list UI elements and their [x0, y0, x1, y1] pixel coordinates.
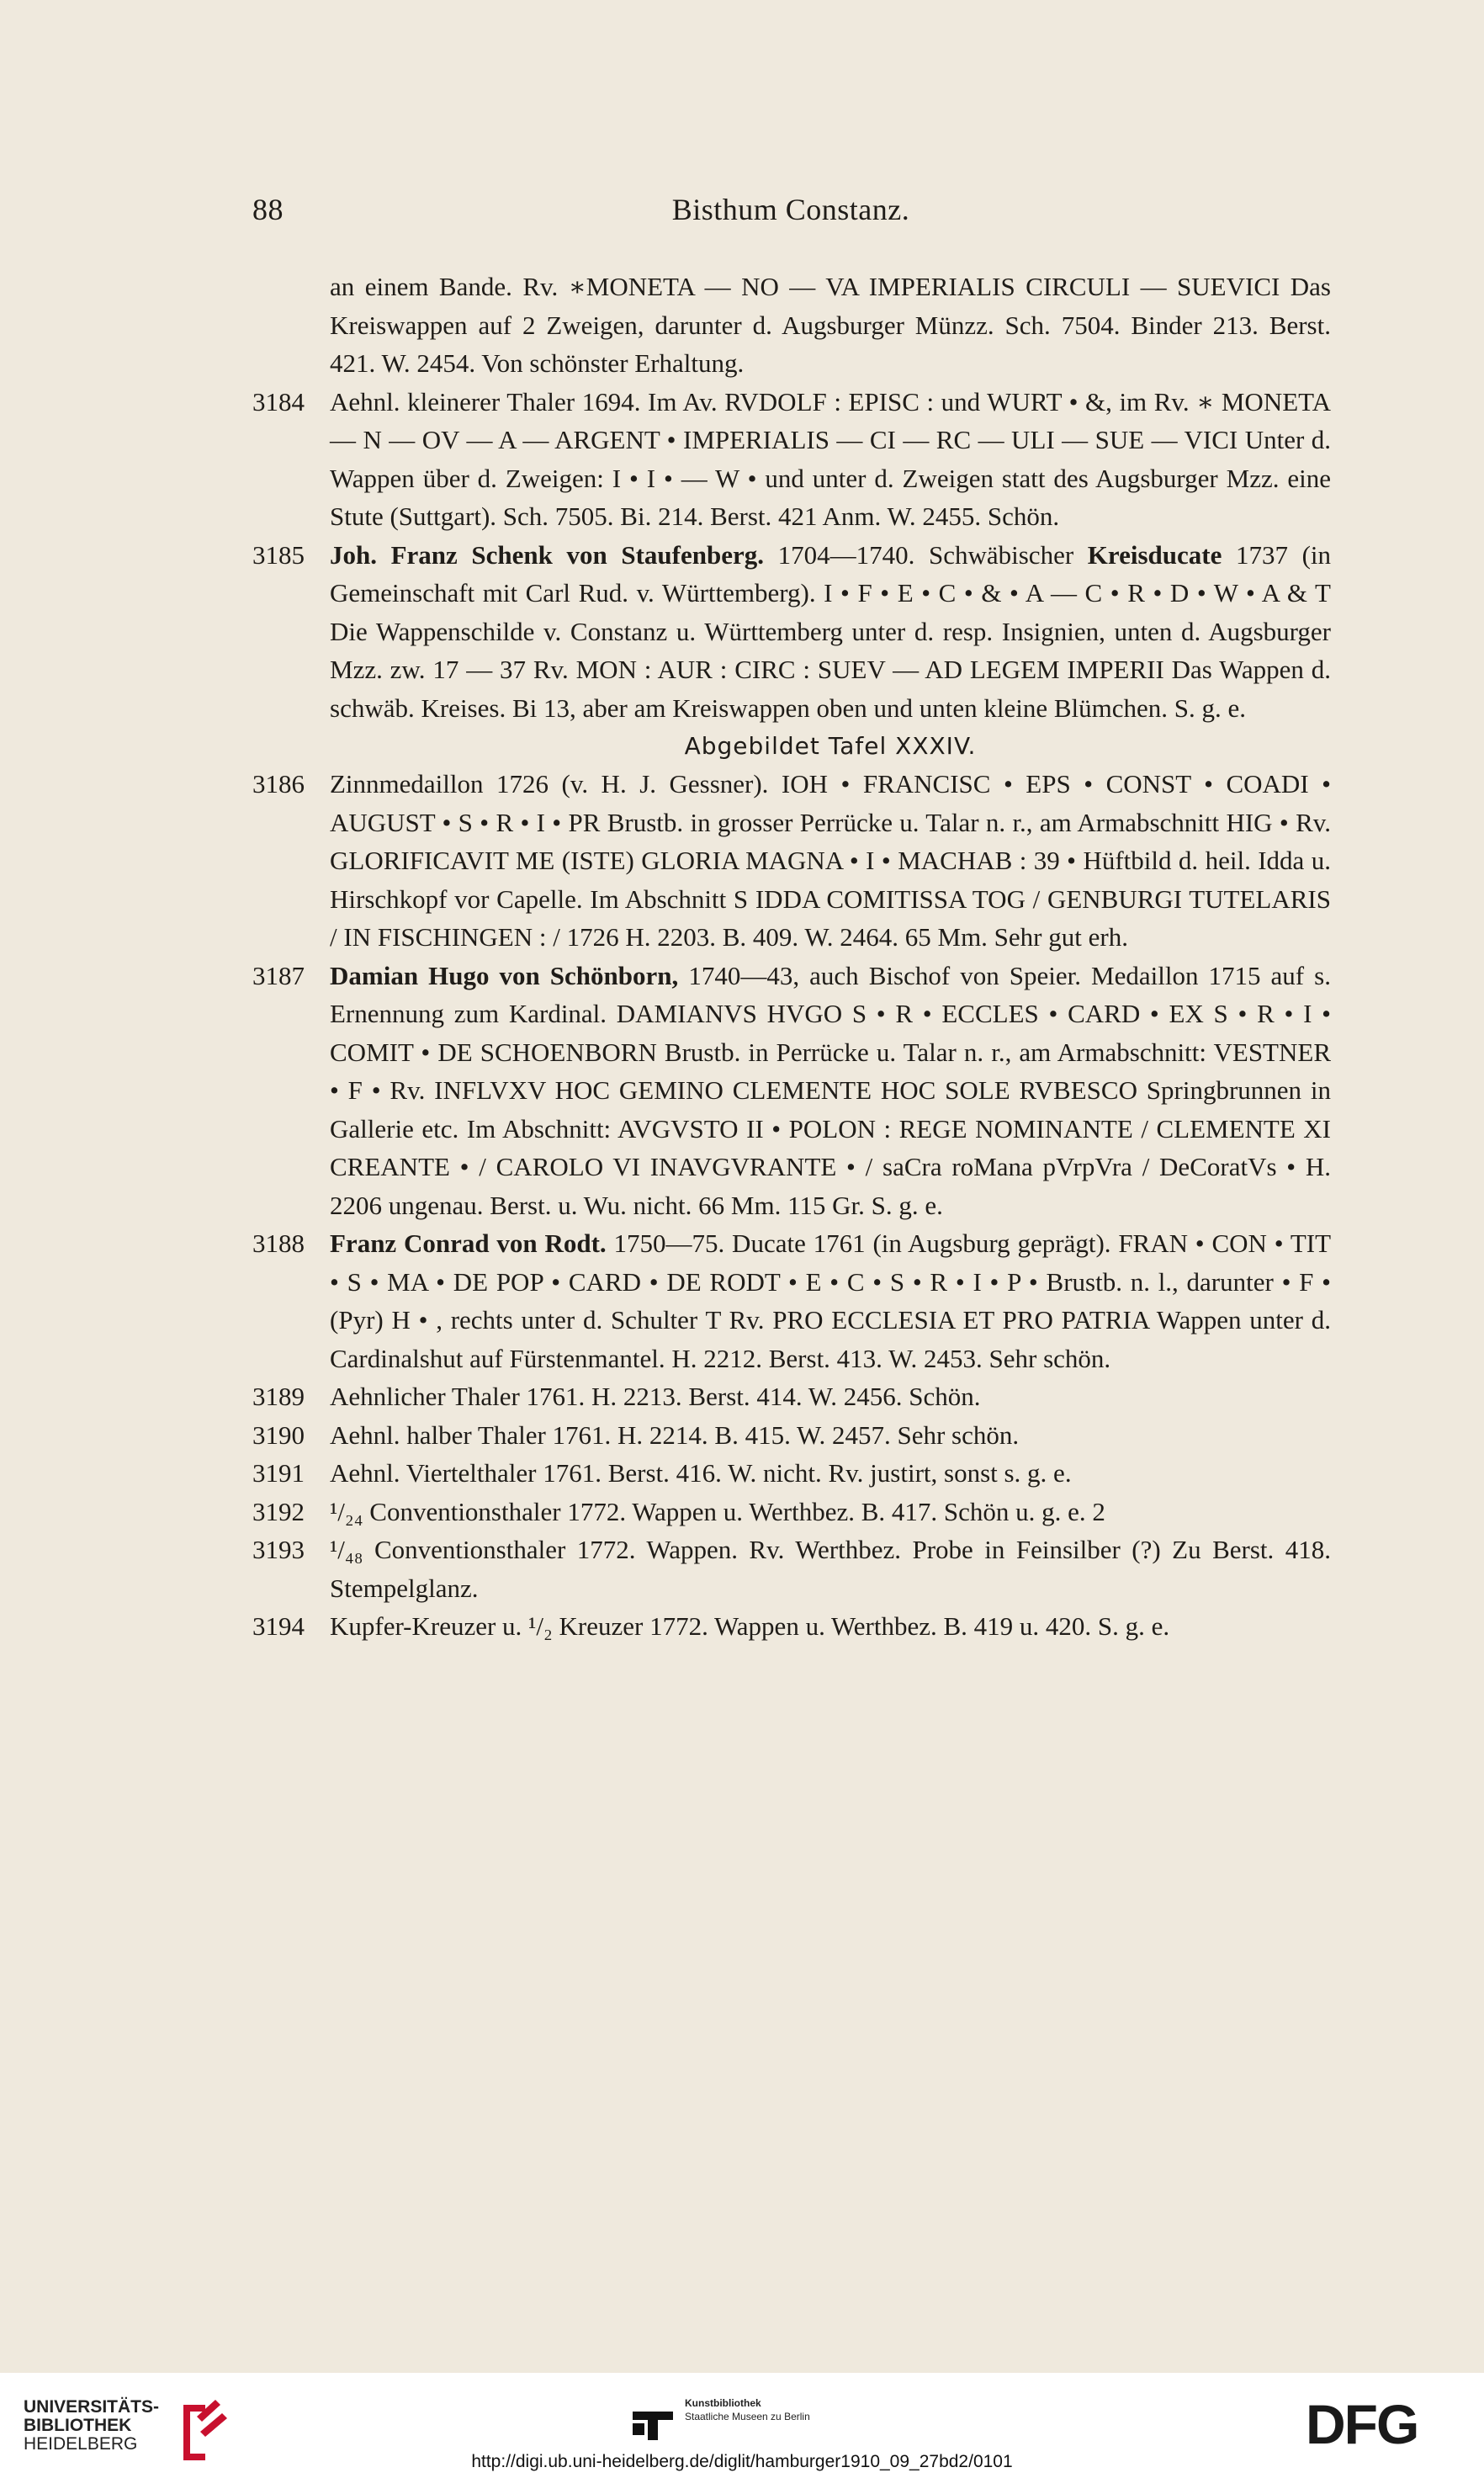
entry-text: Aehnl. Viertelthaler 1761. Berst. 416. W. nicht. Rv. justirt, sonst s. g. e. — [330, 1458, 1072, 1488]
entry-text: an einem Bande. Rv. ∗MONETA — NO — VA IMPERIALIS CIRCULI — SUEVICI Das Kreiswappen auf 2 Zweigen, darunter d. Augsburger Münzz. Sch. 7504. Binder 213. Berst. 421. W. 2454. Von schönster Erhaltung. — [330, 272, 1331, 378]
entry-text: Aehnlicher Thaler 1761. H. 2213. Berst. 414. W. 2456. Schön. — [330, 1382, 981, 1411]
catalog-entry-3190 — [252, 1416, 1331, 1455]
entry-text: Aehnl. kleinerer Thaler 1694. Im Av. RVDOLF : EPISC : und WURT • &, im Rv. ∗ MONETA — N — OV — A — ARGENT • IMPERIALIS — CI — RC — ULI — SUE — VICI Unter d. Wappen über d. Zweigen: I • I • — W • und unter d. Zweigen statt des Augsburger Mzz. eine Stute (Suttgart). Sch. 7505. Bi. 214. Berst. 421 Anm. W. 2455. Schön. — [330, 386, 1331, 531]
entry-number: 3187 — [252, 960, 305, 990]
entry-number: 3192 — [252, 1496, 305, 1526]
dfg-logo-text: DFG — [1306, 2396, 1418, 2450]
entry-text: Aehnl. halber Thaler 1761. H. 2214. B. 415. W. 2457. Sehr schön. — [330, 1419, 1020, 1450]
entry-number: 3186 — [252, 769, 305, 799]
catalog-entry-3191 — [252, 1454, 1331, 1493]
kb-logo-line2: Staatliche Museen zu Berlin — [685, 2411, 810, 2422]
entry-number: 3185 — [252, 539, 305, 570]
entry-text: ¹/₄₈ Conventionsthaler 1772. Wappen. Rv. Werthbez. Probe in Feinsilber (?) Zu Berst. 418. Stempelglanz. — [330, 1535, 1331, 1603]
entry-text: 1704—1740. Schwäbischer — [777, 539, 1074, 570]
page-number: 88 — [252, 193, 284, 226]
entry-number: 3189 — [252, 1382, 305, 1411]
entry-number: 3184 — [252, 386, 305, 417]
dfg-logo-icon[interactable] — [1306, 2396, 1457, 2450]
kunstbibliothek-logo[interactable] — [633, 2388, 851, 2447]
catalog-entry-3192 — [252, 1493, 1331, 1531]
catalog-entry-3188 — [252, 1224, 1331, 1377]
entry-heading: Damian Hugo von Schönborn, — [330, 960, 679, 990]
entry-text: Zinnmedaillon 1726 (v. H. J. Gessner). IOH • FRANCISC • EPS • CONST • COADI • AUGUST • S • R • I • PR Brustb. in grosser Perrücke u. Talar n. r., am Armabschnitt HIG • Rv. GLORIFICAVIT ME (ISTE) GLORIA MAGNA • I • MACHAB : 39 • Hüftbild d. heil. Idda u. Hirschkopf vor Capelle. Im Abschnitt S IDDA COMITISSA TOG / GENBURGI TUTELARIS / IN FISCHINGEN : / 1726 H. 2203. B. 409. W. 2464. 65 Mm. Sehr gut erh. — [330, 769, 1331, 952]
entry-body — [330, 536, 1331, 728]
entry-heading: Joh. Franz Schenk von Staufenberg. — [330, 539, 764, 570]
catalog-entry-3194 — [252, 1607, 1331, 1646]
entry-subheading: Kreisducate — [1087, 539, 1222, 570]
catalog-entry-3186 — [252, 765, 1331, 957]
entry-text: 1740—43, auch Bischof von Speier. Medaillon 1715 auf s. Ernennung zum Kardinal. DAMIANVS HVGO S • R • ECCLES • CARD • EX S • R • I • COMIT • DE SCHOENBORN Brustb. in Perrücke u. Talar n. r., am Armabschnitt: VESTNER • F • Rv. INFLVXV HOC GEMINO CLEMENTE HOC SOLE RVBESCO Springbrunnen in Gallerie etc. Im Abschnitt: AVGVSTO II • POLON : REGE NOMINANTE / CLEMENTE XI CREANTE • / CAROLO VI INAVGVRANTE • / saCra roMana pVrpVra / DeCoratVs • H. 2206 ungenau. Berst. u. Wu. nicht. 66 Mm. 115 Gr. S. g. e. — [330, 960, 1331, 1220]
ub-logo-line3: HEIDELBERG — [24, 2434, 138, 2454]
entry-number: 3194 — [252, 1611, 305, 1641]
viewer-footer — [0, 2373, 1484, 2478]
entry-text: 1750—75. Ducate 1761 (in Augsburg geprägt). FRAN • CON • TIT • S • MA • DE POP • CARD • DE RODT • E • C • S • R • I • P • Brustb. n. l., darunter • F • (Pyr) H • , rechts unter d. Schulter T Rv. PRO ECCLESIA ET PRO PATRIA Wappen unter d. Cardinalshut auf Fürstenmantel. H. 2212. Berst. 413. W. 2453. Sehr schön. — [330, 1228, 1332, 1373]
catalog-entries — [252, 268, 1331, 1646]
kunstbibliothek-mark-icon — [633, 2403, 673, 2444]
entry-body — [330, 957, 1331, 1225]
entry-body — [330, 1224, 1331, 1377]
entry-text: ¹/₂₄ Conventionsthaler 1772. Wappen u. Werthbez. B. 417. Schön u. g. e. 2 — [330, 1496, 1105, 1526]
catalog-entry-3193 — [252, 1531, 1331, 1607]
kb-logo-line1: Kunstbibliothek — [685, 2397, 761, 2409]
catalog-entry-3187 — [252, 957, 1331, 1225]
catalog-entry-3184 — [252, 383, 1331, 536]
catalog-entry-3185 — [252, 536, 1331, 728]
page-header — [252, 192, 1329, 234]
permalink-url[interactable]: http://digi.ub.uni-heidelberg.de/diglit/hamburger1910_09_27bd2/0101 — [471, 2452, 1013, 2471]
entry-heading: Franz Conrad von Rodt. — [330, 1228, 607, 1258]
plate-caption: Abgebildet Tafel XXXIV. — [684, 732, 977, 760]
catalog-entry-continued — [252, 268, 1331, 383]
ub-logo-line2: BIBLIOTHEK — [24, 2416, 132, 2435]
entry-text-continued: 1737 (in Gemeinschaft mit Carl Rud. v. Württemberg). I • F • E • C • & • A — C • R • D • W • A & T Die Wappenschilde v. Constanz u. Württemberg unter d. resp. Insignien, unten d. Augsburger Mzz. zw. 17 — 37 Rv. MON : AUR : CIRC : SUEV — AD LEGEM IMPERII Das Wappen d. schwäb. Kreises. Bi 13, aber am Kreiswappen oben und unten kleine Blümchen. S. g. e. — [330, 539, 1332, 723]
catalog-entry-3189 — [252, 1377, 1331, 1416]
entry-number: 3188 — [252, 1228, 305, 1258]
entry-number: 3190 — [252, 1419, 305, 1450]
entry-number: 3191 — [252, 1458, 305, 1488]
entry-number: 3193 — [252, 1535, 305, 1564]
page-title: Bisthum Constanz. — [671, 193, 910, 226]
ub-logo-line1: UNIVERSITÄTS- — [24, 2397, 160, 2417]
entry-text: Kupfer-Kreuzer u. ¹/₂ Kreuzer 1772. Wappen u. Werthbez. B. 419 u. 420. S. g. e. — [330, 1611, 1170, 1641]
